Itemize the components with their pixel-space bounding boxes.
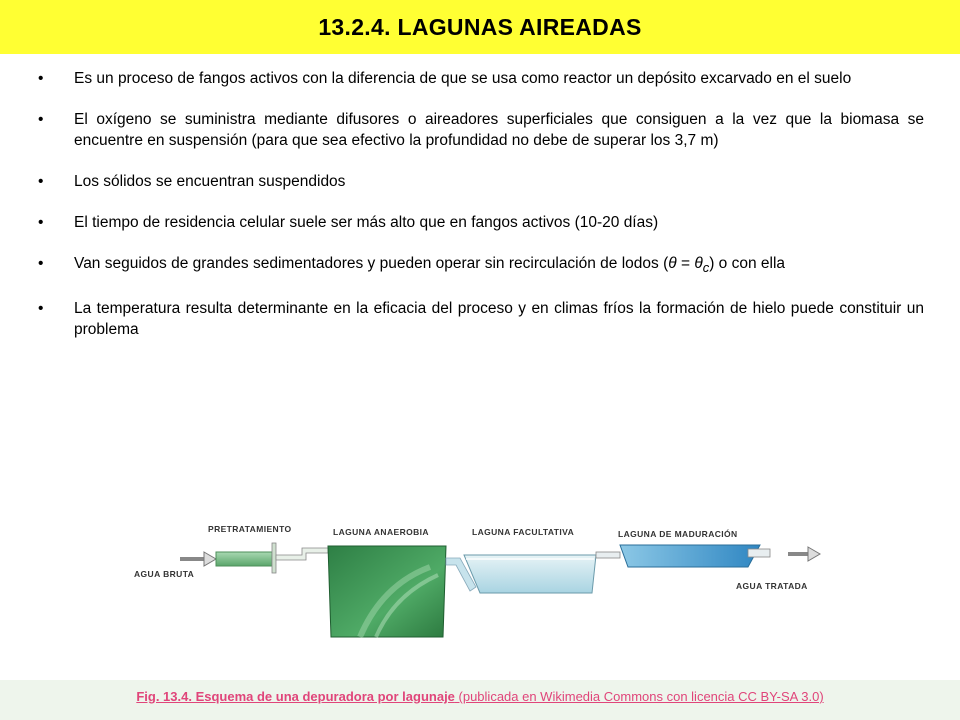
bullet-list xyxy=(38,68,924,360)
label-laguna-maduracion: LAGUNA DE MADURACIÓN xyxy=(618,529,738,539)
formula-equals: = xyxy=(676,255,695,272)
bullet-point: • xyxy=(38,214,44,231)
list-item xyxy=(38,68,924,89)
list-item xyxy=(38,298,924,340)
caption-license-link[interactable]: (publicada en Wikimedia Commons con licencia CC BY-SA 3.0) xyxy=(454,689,824,704)
facultative-lagoon xyxy=(464,555,596,593)
maturation-lagoon xyxy=(620,545,760,567)
formula-subscript: c xyxy=(702,260,710,276)
outflow-pipe xyxy=(748,549,770,557)
list-item xyxy=(38,109,924,151)
figure-caption xyxy=(0,689,960,704)
bullet-point: • xyxy=(38,111,44,128)
lagoon-diagram-svg xyxy=(120,515,840,670)
bullet-text: Los sólidos se encuentran suspendidos xyxy=(74,173,346,190)
bullet-text: La temperatura resulta determinante en la eficacia del proceso y en climas fríos la formación de hielo puede constituir un problema xyxy=(74,300,924,339)
list-item xyxy=(38,171,924,192)
bullet-text: El tiempo de residencia celular suele ser más alto que en fangos activos (10-20 días) xyxy=(74,214,659,231)
bullet-text-part: ) o con ella xyxy=(709,255,786,272)
bullet-text: El oxígeno se suministra mediante difusores o aireadores superficiales que consiguen a la vez que la biomasa se encuentre en suspensión (para que sea efectivo la profundidad no debe de superar los 3,7 m) xyxy=(74,111,924,149)
label-laguna-facultativa: LAGUNA FACULTATIVA xyxy=(472,527,575,537)
lagoon-diagram xyxy=(120,515,840,670)
bullet-text xyxy=(74,255,786,276)
formula-theta: θ xyxy=(668,255,677,272)
bullet-text: Es un proceso de fangos activos con la diferencia de que se usa como reactor un depósito excarvado en el suelo xyxy=(74,70,852,87)
bullet-text-part: Van seguidos de grandes sedimentadores y pueden operar sin recirculación de lodos ( xyxy=(74,255,669,272)
pretreatment-unit xyxy=(216,543,328,573)
bullet-point: • xyxy=(38,255,44,272)
connector-pipe xyxy=(596,552,620,558)
label-agua-tratada: AGUA TRATADA xyxy=(736,581,808,591)
page-title: 13.2.4. LAGUNAS AIREADAS xyxy=(318,13,642,40)
label-laguna-anaerobia: LAGUNA ANAEROBIA xyxy=(333,527,429,537)
anaerobic-lagoon xyxy=(328,546,446,637)
outflow-arrow-icon xyxy=(788,547,820,561)
list-item xyxy=(38,253,924,278)
bullet-point: • xyxy=(38,173,44,190)
formula-theta-c: θ xyxy=(694,255,703,272)
list-item xyxy=(38,212,924,233)
inflow-arrow-icon xyxy=(180,552,216,566)
bullet-point: • xyxy=(38,70,44,87)
bullet-point: • xyxy=(38,300,44,318)
label-pretratamiento: PRETRATAMIENTO xyxy=(208,524,292,534)
caption-title-link[interactable]: Fig. 13.4. Esquema de una depuradora por lagunaje xyxy=(136,689,455,704)
title-bar xyxy=(0,0,960,54)
label-agua-bruta: AGUA BRUTA xyxy=(134,569,195,579)
